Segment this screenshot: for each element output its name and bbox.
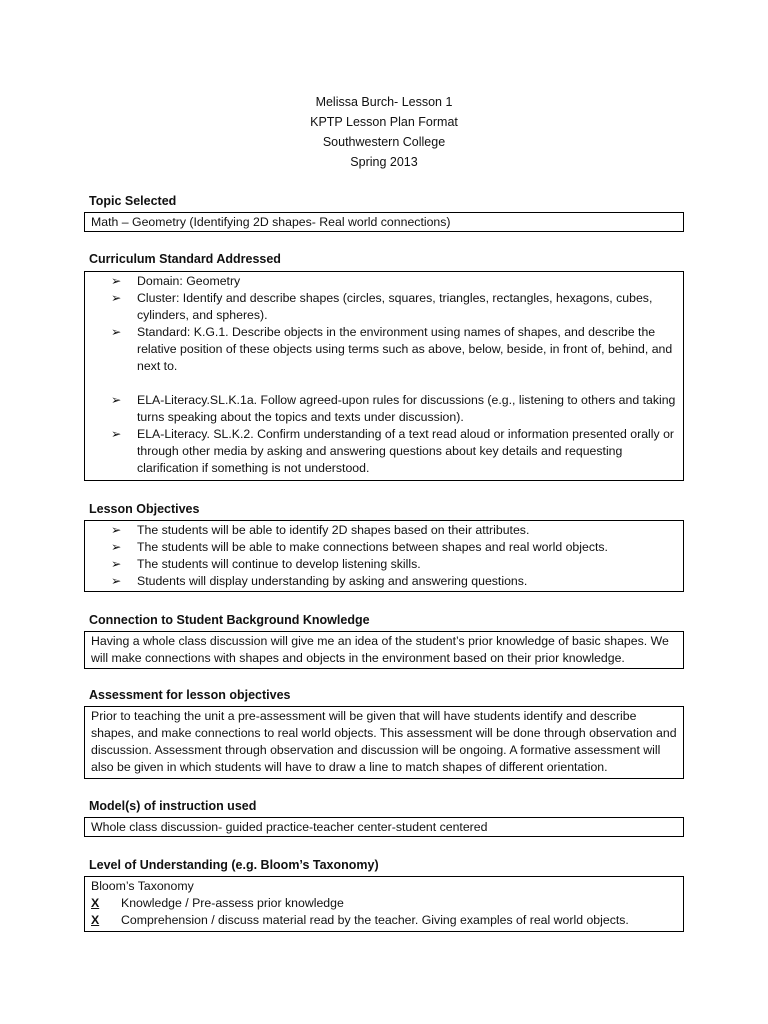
header-college: Southwestern College	[322, 135, 446, 149]
understanding-box	[84, 876, 684, 932]
background-heading: Connection to Student Background Knowledge	[89, 613, 370, 627]
document-header	[0, 92, 768, 172]
header-author-lesson: Melissa Burch- Lesson 1	[315, 95, 453, 109]
check-mark: X	[91, 896, 100, 910]
arrow-bullet-icon: ➢	[111, 274, 122, 288]
curriculum-box	[84, 271, 684, 481]
arrow-bullet-icon: ➢	[111, 557, 122, 571]
list-item: ➢ The students will be able to make connections between shapes and real world objects.	[111, 540, 608, 554]
curriculum-list	[91, 273, 677, 477]
arrow-bullet-icon: ➢	[111, 325, 122, 339]
topic-box	[84, 212, 684, 232]
topic-text: Math – Geometry (Identifying 2D shapes- Real world connections)	[91, 215, 451, 229]
background-text: Having a whole class discussion will give me an idea of the student’s prior knowledge of basic shapes. We will make connections with shapes and objects in the environment based on their prior knowledge.	[91, 634, 669, 665]
header-term: Spring 2013	[350, 155, 418, 169]
list-item: ➢ Cluster: Identify and describe shapes (circles, squares, triangles, rectangles, hexagons, cubes, cylinders, and spheres).	[111, 291, 653, 322]
objectives-list	[91, 522, 677, 590]
models-text: Whole class discussion- guided practice-teacher center-student centered	[91, 820, 488, 834]
arrow-bullet-icon: ➢	[111, 574, 122, 588]
curriculum-heading: Curriculum Standard Addressed	[89, 252, 281, 266]
assessment-heading: Assessment for lesson objectives	[89, 688, 291, 702]
topic-heading: Topic Selected	[89, 194, 177, 208]
blooms-row: X Knowledge / Pre-assess prior knowledge	[91, 896, 344, 910]
arrow-bullet-icon: ➢	[111, 540, 122, 554]
objectives-box	[84, 520, 684, 592]
arrow-bullet-icon: ➢	[111, 291, 122, 305]
list-item: ➢ Domain: Geometry	[111, 274, 241, 288]
list-item: ➢ The students will continue to develop listening skills.	[111, 557, 421, 571]
assessment-text: Prior to teaching the unit a pre-assessment will be given that will have students identify and describe shapes, and make connections to real world objects. This assessment will be done through observation and discussion. Assessment through observation and discussion will be ongoing. A formative assessment will also be given in which students will have to draw a line to match shapes of different orientation.	[91, 709, 677, 774]
list-item: ➢ The students will be able to identify 2D shapes based on their attributes.	[111, 523, 530, 537]
understanding-heading: Level of Understanding (e.g. Bloom’s Taxonomy)	[89, 858, 379, 872]
arrow-bullet-icon: ➢	[111, 427, 122, 441]
blooms-title: Bloom’s Taxonomy	[91, 879, 194, 893]
header-format: KPTP Lesson Plan Format	[310, 115, 458, 129]
arrow-bullet-icon: ➢	[111, 523, 122, 537]
blooms-row: X Comprehension / discuss material read by the teacher. Giving examples of real world objects.	[91, 913, 629, 927]
background-box	[84, 631, 684, 669]
check-mark: X	[91, 913, 100, 927]
objectives-heading: Lesson Objectives	[89, 502, 200, 516]
arrow-bullet-icon: ➢	[111, 393, 122, 407]
list-item: ➢ ELA-Literacy. SL.K.2. Confirm understanding of a text read aloud or information presented orally or through other media by asking and answering questions about key details and requesting clarification if something is not understood.	[111, 427, 675, 475]
list-item: ➢ Students will display understanding by asking and answering questions.	[111, 574, 528, 588]
assessment-box	[84, 706, 684, 779]
models-box	[84, 817, 684, 837]
list-item: ➢ Standard: K.G.1. Describe objects in the environment using names of shapes, and describe the relative position of these objects using terms such as above, below, beside, in front of, behind, and next to.	[111, 325, 673, 373]
models-heading: Model(s) of instruction used	[89, 799, 257, 813]
list-item: ➢ ELA-Literacy.SL.K.1a. Follow agreed-upon rules for discussions (e.g., listening to others and taking turns speaking about the topics and texts under discussion).	[111, 393, 676, 424]
